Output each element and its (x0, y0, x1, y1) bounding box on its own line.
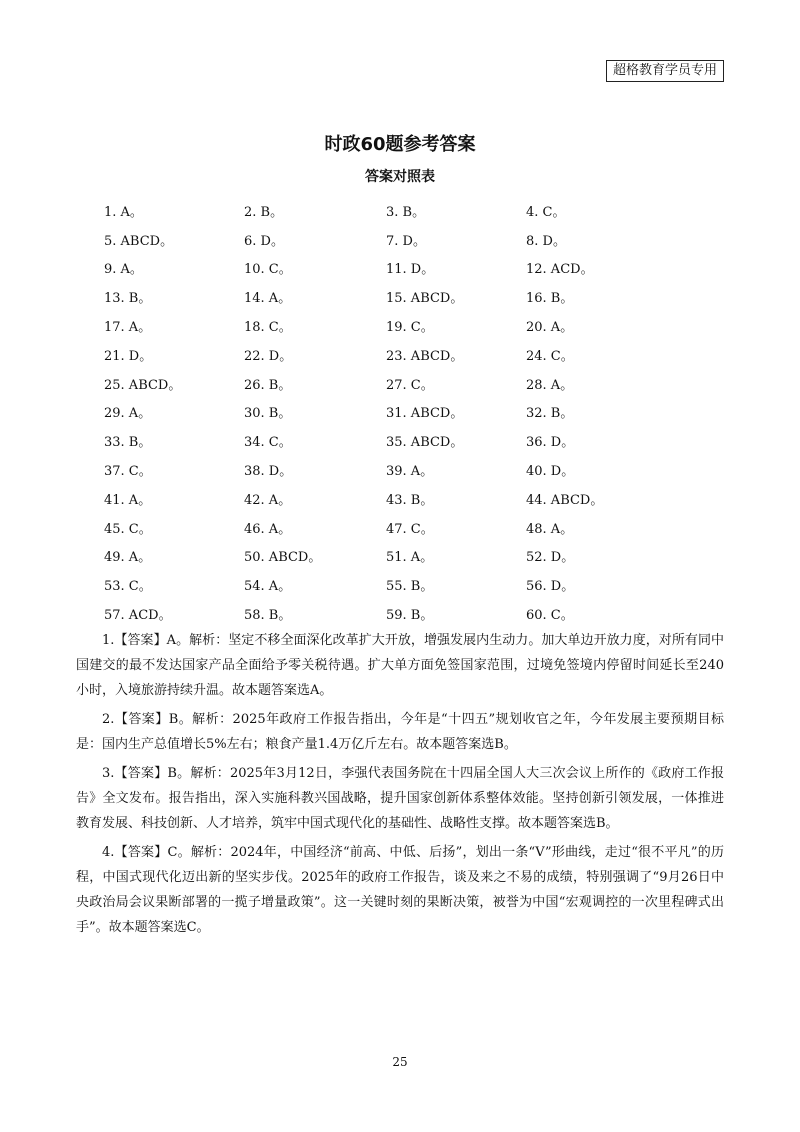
answer-cell: 39. A。 (386, 464, 434, 480)
answer-cell: 42. A。 (244, 492, 292, 508)
answer-cell: 21. D。 (104, 348, 153, 364)
answer-cell: 50. ABCD。 (244, 550, 322, 566)
answer-cell: 3. B。 (386, 204, 426, 220)
answer-cell: 52. D。 (526, 550, 575, 566)
page-title: 时政60题参考答案 (324, 134, 476, 155)
explanation-paragraph: 2.【答案】B。解析：2025年政府工作报告指出，今年是“十四五”规划收官之年，今年发展主要预期目标是：国内生产总值增长5%左右；粮食产量1.4万亿斤左右。故本题答案选B。 (76, 712, 724, 752)
answer-cell: 53. C。 (104, 579, 152, 595)
explanation-paragraph: 3.【答案】B。解析：2025年3月12日，李强代表国务院在十四届全国人大三次会议上所作的《政府工作报告》全文发布。报告指出，深入实施科教兴国战略，提升国家创新体系整体效能。坚持创新引领发展，一体推进教育发展、科技创新、人才培养，筑牢中国式现代化的基础性、战略性支撑。故本题答案选B。 (76, 766, 724, 831)
answer-cell: 13. B。 (104, 291, 152, 307)
answer-cell: 36. D。 (526, 435, 575, 451)
answer-cell: 11. D。 (386, 262, 435, 278)
answer-cell: 5. ABCD。 (104, 233, 174, 249)
answer-cell: 4. C。 (526, 204, 566, 220)
answer-table (104, 196, 704, 628)
answer-cell: 49. A。 (104, 550, 152, 566)
answer-cell: 22. D。 (244, 348, 293, 364)
header-badge: 超格教育学员专用 (606, 60, 724, 82)
answer-cell: 60. C。 (526, 608, 574, 624)
answer-cell: 12. ACD。 (526, 262, 594, 278)
explanations-section (76, 628, 724, 944)
answer-cell: 25. ABCD。 (104, 377, 182, 393)
answer-cell: 30. B。 (244, 406, 292, 422)
answer-cell: 8. D。 (526, 233, 566, 249)
answer-cell: 19. C。 (386, 320, 434, 336)
answer-cell: 41. A。 (104, 492, 152, 508)
answer-cell: 59. B。 (386, 608, 434, 624)
answer-cell: 1. A。 (104, 204, 143, 220)
answer-cell: 55. B。 (386, 579, 434, 595)
answer-cell: 45. C。 (104, 521, 152, 537)
page-number: 25 (392, 1055, 408, 1069)
answer-cell: 27. C。 (386, 377, 434, 393)
answer-cell: 54. A。 (244, 579, 292, 595)
answer-cell: 17. A。 (104, 320, 152, 336)
answer-cell: 31. ABCD。 (386, 406, 464, 422)
answer-cell: 56. D。 (526, 579, 575, 595)
answer-cell: 15. ABCD。 (386, 291, 464, 307)
answer-cell: 14. A。 (244, 291, 292, 307)
answer-cell: 32. B。 (526, 406, 574, 422)
answer-cell: 38. D。 (244, 464, 293, 480)
answer-cell: 34. C。 (244, 435, 292, 451)
answer-cell: 35. ABCD。 (386, 435, 464, 451)
answer-table-title: 答案对照表 (365, 169, 435, 185)
answer-cell: 10. C。 (244, 262, 292, 278)
answer-cell: 9. A。 (104, 262, 143, 278)
answer-cell: 16. B。 (526, 291, 574, 307)
answer-cell: 29. A。 (104, 406, 152, 422)
answer-cell: 2. B。 (244, 204, 284, 220)
answer-cell: 7. D。 (386, 233, 426, 249)
answer-cell: 20. A。 (526, 320, 574, 336)
answer-cell: 47. C。 (386, 521, 434, 537)
answer-cell: 58. B。 (244, 608, 292, 624)
answer-cell: 26. B。 (244, 377, 292, 393)
answer-cell: 6. D。 (244, 233, 284, 249)
answer-cell: 24. C。 (526, 348, 574, 364)
answer-cell: 46. A。 (244, 521, 292, 537)
answer-cell: 48. A。 (526, 521, 574, 537)
answer-cell: 44. ABCD。 (526, 492, 604, 508)
answer-cell: 43. B。 (386, 492, 434, 508)
answer-cell: 33. B。 (104, 435, 152, 451)
answer-cell: 23. ABCD。 (386, 348, 464, 364)
answer-cell: 51. A。 (386, 550, 434, 566)
answer-cell: 57. ACD。 (104, 608, 172, 624)
answer-cell: 37. C。 (104, 464, 152, 480)
answer-cell: 28. A。 (526, 377, 574, 393)
explanation-paragraph: 4.【答案】C。解析：2024年，中国经济“前高、中低、后扬”，划出一条“V”形曲线，走过“很不平凡”的历程，中国式现代化迈出新的坚实步伐。2025年的政府工作报告，谈及来之不易的成绩，特别强调了“9月26日中央政治局会议果断部署的一揽子增量政策”。这一关键时刻的果断决策，被誉为中国“宏观调控的一次里程碑式出手”。故本题答案选C。 (76, 845, 724, 935)
explanation-paragraph: 1.【答案】A。解析：坚定不移全面深化改革扩大开放，增强发展内生动力。加大单边开放力度，对所有同中国建交的最不发达国家产品全面给予零关税待遇。扩大单方面免签国家范围，过境免签境内停留时间延长至240小时，入境旅游持续升温。故本题答案选A。 (76, 633, 724, 698)
answer-cell: 18. C。 (244, 320, 292, 336)
answer-cell: 40. D。 (526, 464, 575, 480)
